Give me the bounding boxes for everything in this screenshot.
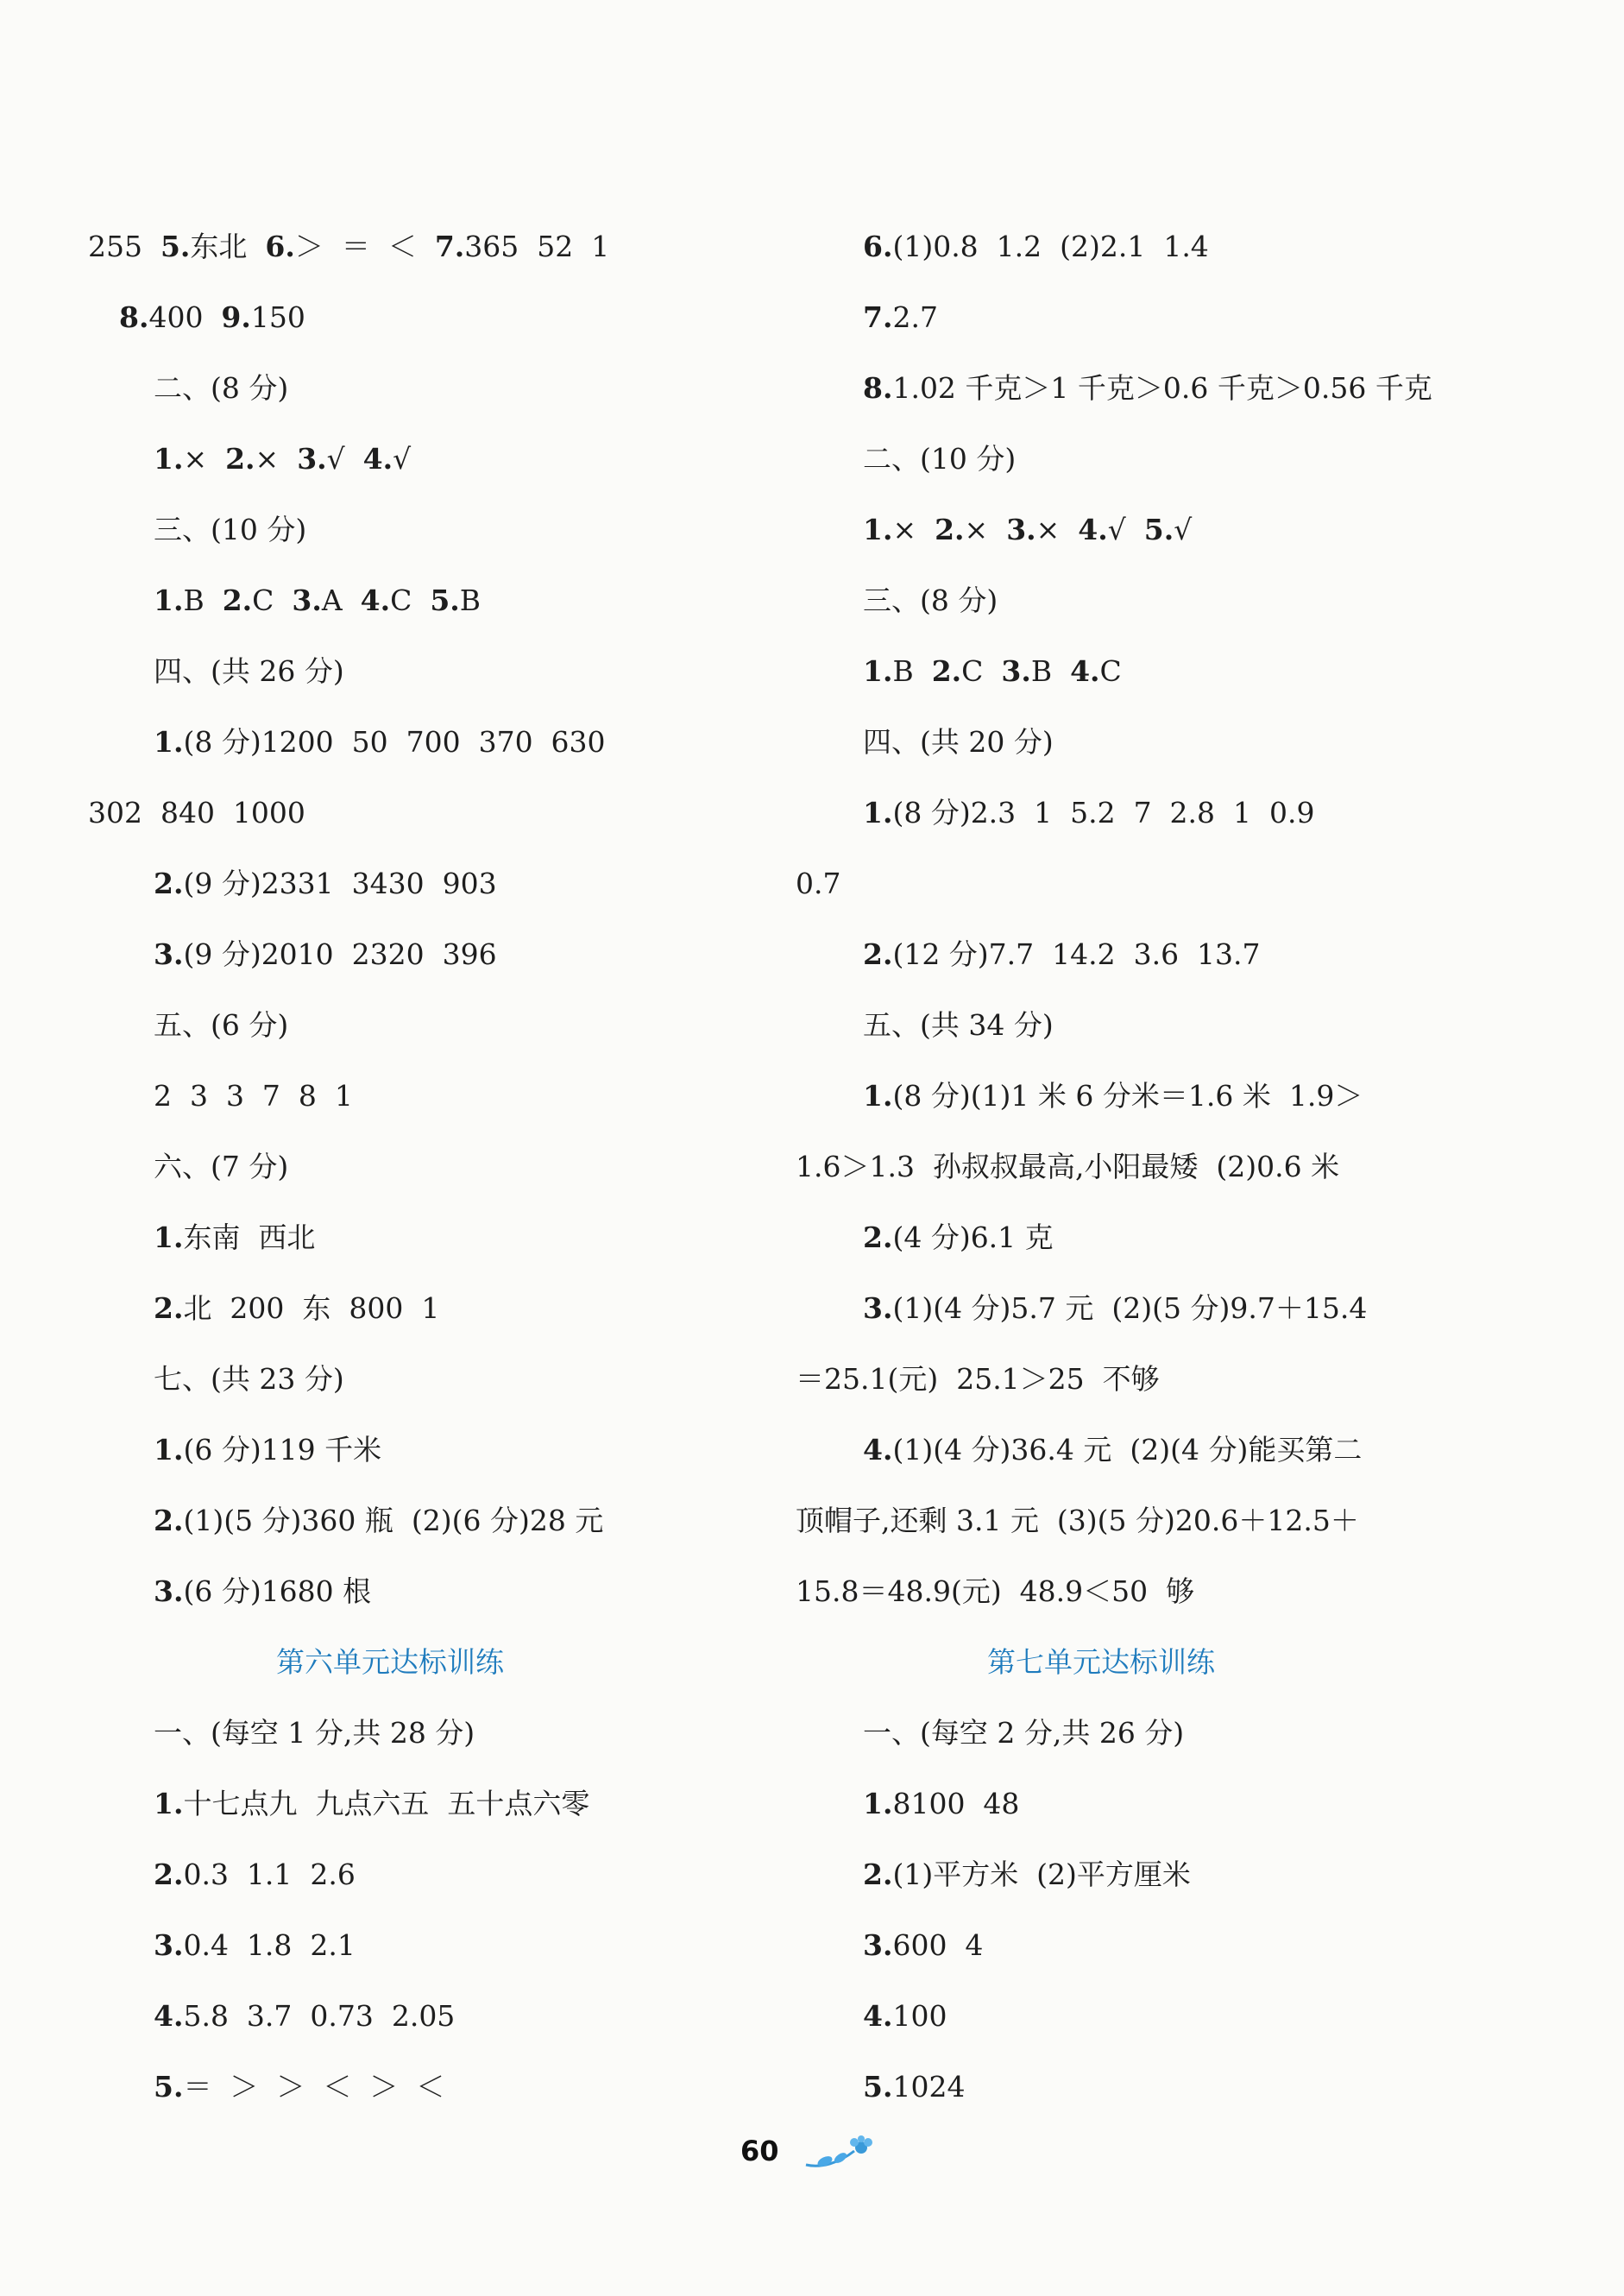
answer-line [0,1291,439,1326]
answer-text: √ [1174,513,1193,546]
answer-text: B [459,583,482,617]
item-number: 5. [863,2070,893,2104]
answer-text: (1)0.8 1.2 (2)2.1 1.4 [892,230,1209,263]
answer-line [0,1574,371,1609]
item-number: 3. [1001,654,1031,688]
item-number: 2. [863,937,893,971]
item-number: 3. [863,1291,893,1325]
answer-text: B [1030,654,1071,688]
answer-text: ＝25.1(元) 25.1＞25 不够 [796,1362,1160,1396]
answer-line [0,1150,288,1184]
answer-line [0,583,481,618]
item-number: 7. [863,300,893,334]
item-number: 2. [863,1858,893,1891]
answer-line [0,867,497,901]
item-number: 2. [931,654,962,688]
answer-text: 365 52 1 [464,230,610,263]
answer-line [0,1504,603,1538]
answer-text: × [892,513,935,546]
item-number: 4. [362,442,393,476]
item-number: 5. [154,2070,184,2104]
answer-line [796,1999,947,2034]
item-number: 5. [430,583,460,617]
answer-text: 8100 48 [892,1787,1020,1820]
answer-line [0,2070,444,2104]
answer-line [796,1008,1054,1043]
item-number: 2. [154,867,184,900]
answer-text: 五、(共 34 分) [863,1008,1054,1042]
answer-text: √ [326,442,363,476]
answer-line [796,654,1122,689]
item-number: 3. [154,937,184,971]
answer-text: 四、(共 20 分) [863,725,1054,759]
answer-text: C [1099,654,1122,688]
answer-line [0,654,344,689]
answer-text: (6 分)1680 根 [183,1574,372,1608]
answer-line [0,796,305,830]
answer-text: B [892,654,932,688]
item-number: 2. [225,442,255,476]
item-number: 8. [119,300,149,334]
answer-text: (9 分)2331 3430 903 [183,867,497,900]
answer-text: 2 3 3 7 8 1 [154,1079,353,1113]
answer-text: (4 分)6.1 克 [892,1221,1054,1254]
answer-text: 四、(共 26 分) [154,654,344,688]
answer-text: × [964,513,1007,546]
answer-text: C [961,654,1002,688]
answer-text: 二、(8 分) [154,371,289,405]
answer-text: 东南 西北 [183,1221,316,1254]
item-number: 4. [1070,654,1100,688]
item-number: 3. [292,583,322,617]
answer-line [0,1858,356,1892]
item-number: 9. [221,300,251,334]
item-number: 1. [863,513,893,546]
answer-text: 100 [892,1999,947,2033]
answer-text: 150 [250,300,305,334]
answer-text: C [252,583,293,617]
answer-text: × [183,442,226,476]
answer-text: 1.6＞1.3 孙叔叔最高,小阳最矮 (2)0.6 米 [796,1150,1340,1183]
answer-text: 2.7 [892,300,938,334]
item-number: 1. [863,1787,893,1820]
answer-line [0,1079,353,1113]
answer-line [796,1716,1184,1750]
answer-text: 五、(6 分) [154,1008,289,1042]
answer-line [796,1504,1359,1538]
item-number: 5. [160,230,191,263]
answer-line [796,442,1016,476]
answer-line [796,937,1261,972]
answer-text: 15.8＝48.9(元) 48.9＜50 够 [796,1574,1195,1608]
answer-line [0,1362,344,1397]
answer-line [0,513,306,547]
answer-text: 七、(共 23 分) [154,1362,344,1396]
answer-line [796,1787,1019,1821]
answer-line [0,1928,356,1963]
answer-line [0,300,305,335]
answer-line [796,2070,965,2104]
answer-line [796,1221,1054,1255]
answer-text: 一、(每空 2 分,共 26 分) [863,1716,1185,1750]
page-number: 60 [740,2135,779,2167]
item-number: 1. [154,1433,184,1467]
item-number: 1. [154,583,184,617]
answer-text: 0.3 1.1 2.6 [183,1858,356,1891]
answer-text: 255 [88,230,161,263]
answer-text: C [390,583,431,617]
answer-text: (6 分)119 千米 [183,1433,382,1467]
item-number: 2. [154,1504,184,1537]
answer-line [796,230,1209,264]
item-number: 1. [154,725,184,759]
answer-text: √ [393,442,412,476]
answer-text: (9 分)2010 2320 396 [183,937,497,971]
answer-text: 一、(每空 1 分,共 28 分) [154,1716,475,1750]
answer-line [796,1291,1367,1326]
item-number: 2. [863,1221,893,1254]
item-number: 4. [1078,513,1108,546]
answer-text: 600 4 [892,1928,984,1962]
answer-text: 5.8 3.7 0.73 2.05 [183,1999,456,2033]
section-heading: 第六单元达标训练 [276,1645,504,1679]
answer-line [0,1999,455,2034]
answer-line [796,867,840,901]
answer-line [0,1008,288,1043]
answer-text: 顶帽子,还剩 3.1 元 (3)(5 分)20.6＋12.5＋ [796,1504,1359,1537]
item-number: 4. [360,583,391,617]
answer-text: (1)(4 分)5.7 元 (2)(5 分)9.7＋15.4 [892,1291,1368,1325]
answer-text: 0.7 [796,867,841,900]
item-number: 1. [863,654,893,688]
answer-line [0,1433,381,1467]
answer-line [0,937,497,972]
answer-text: (8 分)(1)1 米 6 分米＝1.6 米 1.9＞ [892,1079,1363,1113]
answer-text: (1)(4 分)36.4 元 (2)(4 分)能买第二 [892,1433,1363,1467]
item-number: 1. [154,1787,184,1820]
answer-line [796,725,1054,760]
answer-text: × [255,442,298,476]
answer-text: 六、(7 分) [154,1150,289,1183]
item-number: 1. [863,796,893,829]
answer-text: 1.02 千克＞1 千克＞0.6 千克＞0.56 千克 [892,371,1432,405]
answer-text: √ [1107,513,1144,546]
item-number: 6. [863,230,893,263]
answer-text: 1024 [892,2070,966,2104]
answer-line [796,1858,1191,1892]
left-column [0,0,759,2296]
item-number: 3. [154,1574,184,1608]
item-number: 7. [434,230,465,263]
answer-line [796,1150,1339,1184]
answer-line [796,796,1314,830]
answer-text: ＞ ＝ ＜ [294,230,435,263]
answer-line [0,1716,475,1750]
answer-line [796,371,1432,406]
answer-text: 400 [148,300,222,334]
answer-text: (8 分)1200 50 700 370 630 [183,725,606,759]
item-number: 2. [222,583,253,617]
answer-text: 0.4 1.8 2.1 [183,1928,356,1962]
answer-line [0,230,609,264]
answer-line [796,1079,1363,1113]
item-number: 5. [1143,513,1174,546]
item-number: 4. [154,1999,184,2033]
answer-line [0,725,606,760]
answer-text: 302 840 1000 [88,796,305,829]
item-number: 3. [154,1928,184,1962]
section-heading: 第七单元达标训练 [987,1645,1215,1679]
answer-text: 十七点九 九点六五 五十点六零 [183,1787,590,1820]
answer-text: 北 200 东 800 1 [183,1291,440,1325]
item-number: 1. [863,1079,893,1113]
answer-text: A [321,583,361,617]
item-number: 1. [154,442,184,476]
item-number: 2. [154,1291,184,1325]
item-number: 3. [863,1928,893,1962]
answer-text: B [183,583,223,617]
answer-line [796,583,998,618]
answer-text: 东北 [190,230,266,263]
item-number: 2. [154,1858,184,1891]
item-number: 8. [863,371,893,405]
item-number: 4. [863,1999,893,2033]
answer-line [0,442,411,476]
answer-text: (12 分)7.7 14.2 3.6 13.7 [892,937,1261,971]
answer-line [796,513,1192,547]
item-number: 3. [1006,513,1036,546]
answer-line [796,1928,983,1963]
item-number: 4. [863,1433,893,1467]
answer-line [796,300,938,335]
answer-text: (1)(5 分)360 瓶 (2)(6 分)28 元 [183,1504,604,1537]
answer-line [0,371,288,406]
answer-text: ＝ ＞ ＞ ＜ ＞ ＜ [183,2070,445,2104]
answer-text: (8 分)2.3 1 5.2 7 2.8 1 0.9 [892,796,1315,829]
answer-line [0,1221,315,1255]
answer-text: 三、(8 分) [863,583,998,617]
answer-line [0,1787,589,1821]
answer-line [796,1362,1160,1397]
answer-text: 二、(10 分) [863,442,1017,476]
answer-line [796,1433,1362,1467]
answer-text: (1)平方米 (2)平方厘米 [892,1858,1191,1891]
answer-text: 三、(10 分) [154,513,307,546]
item-number: 3. [297,442,327,476]
item-number: 6. [265,230,295,263]
right-column [796,0,1555,2296]
item-number: 2. [935,513,965,546]
item-number: 1. [154,1221,184,1254]
answer-text: × [1035,513,1079,546]
flower-icon [804,2135,875,2170]
answer-line [796,1574,1194,1609]
